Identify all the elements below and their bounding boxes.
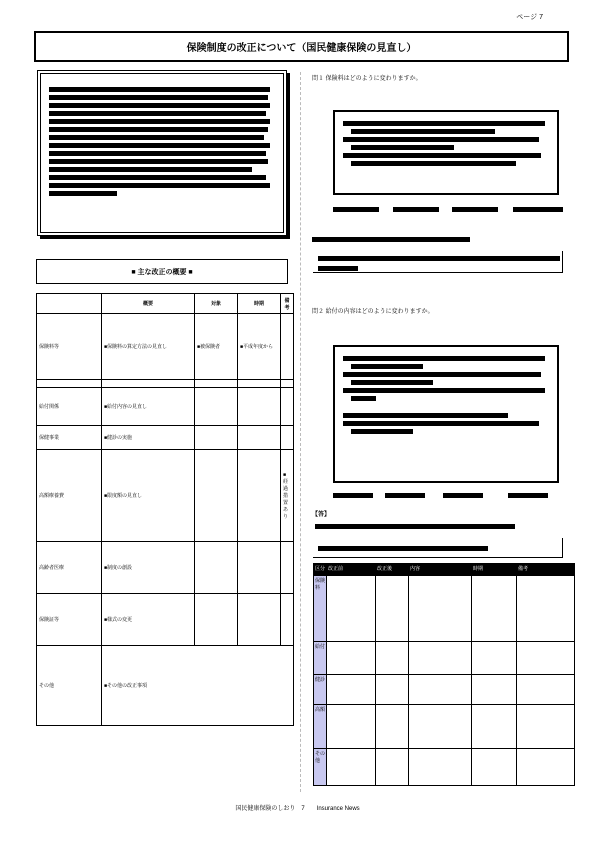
table-cell: ■経過措置あり: [281, 450, 294, 542]
row-label: [37, 380, 102, 388]
row-label: 給付: [314, 642, 327, 675]
row-label: 健診: [314, 675, 327, 705]
table-header: 対象: [195, 294, 238, 314]
table-row: [37, 542, 294, 594]
table-row: [37, 450, 294, 542]
page-title: [34, 31, 569, 62]
page-number: ページ 7: [516, 14, 543, 21]
row-label: 保険料等: [37, 314, 102, 380]
table-row: [37, 388, 294, 426]
table-cell: ■様式の変更: [102, 594, 195, 646]
table-cell: ■限度額の見直し: [102, 450, 195, 542]
row-label: 高額療養費: [37, 450, 102, 542]
table-cell: ■給付内容の見直し: [102, 388, 195, 426]
table-cell: ■その他の改正事項: [102, 646, 294, 726]
question-1: 問１ 保険料はどのように変わりますか。: [312, 76, 422, 82]
intro-box: [37, 70, 287, 236]
table-cell: ■保険料の算定方法の見直し: [102, 314, 195, 380]
table-cell: ■被保険者: [195, 314, 238, 380]
table-header: 区分: [314, 564, 327, 576]
row-label: 保険証等: [37, 594, 102, 646]
table-header: 改正後: [376, 564, 409, 576]
row-label: 高額: [314, 705, 327, 749]
table-cell: [281, 314, 294, 380]
table-row: [37, 314, 294, 380]
answer-box-1: [333, 110, 559, 195]
row-label: その他: [314, 749, 327, 786]
table-row: [314, 642, 575, 675]
table-row: [314, 576, 575, 642]
table-row: [37, 594, 294, 646]
footer: 国民健康保険のしおり 7 Insurance News: [235, 806, 360, 812]
table-header: 備考: [281, 294, 294, 314]
row-label: その他: [37, 646, 102, 726]
table-header: 内容: [409, 564, 472, 576]
table-row: [37, 646, 294, 726]
answer-box-2: [333, 345, 559, 483]
table-row: [314, 749, 575, 786]
question-2: 問２ 給付の内容はどのように変わりますか。: [312, 309, 434, 315]
table-row: [37, 380, 294, 388]
row-label: 保険料: [314, 576, 327, 642]
page-title-text: 保険制度の改正について（国民健康保険の見直し）: [186, 43, 417, 54]
table-cell: ■平成年度から: [238, 314, 281, 380]
row-label: 高齢者医療: [37, 542, 102, 594]
table-header: 時期: [238, 294, 281, 314]
table-header: 時期: [472, 564, 517, 576]
table-header: 概要: [102, 294, 195, 314]
table-row: [314, 705, 575, 749]
detail-table: [313, 563, 575, 786]
summary-heading-text: ■ 主な改正の概要 ■: [131, 268, 193, 276]
table-cell: ■健診の実施: [102, 426, 195, 450]
row-label: 保健事業: [37, 426, 102, 450]
summary-table: [36, 293, 294, 726]
table-header: 改正前: [327, 564, 376, 576]
column-divider: [300, 72, 301, 792]
table-header: 備考: [517, 564, 575, 576]
table-row: [37, 426, 294, 450]
row-label: 給付関係: [37, 388, 102, 426]
table-cell: ■制度の創設: [102, 542, 195, 594]
table-header: [37, 294, 102, 314]
summary-heading: [36, 259, 288, 284]
table-row: [314, 675, 575, 705]
answer-label: 【答】: [312, 512, 331, 518]
